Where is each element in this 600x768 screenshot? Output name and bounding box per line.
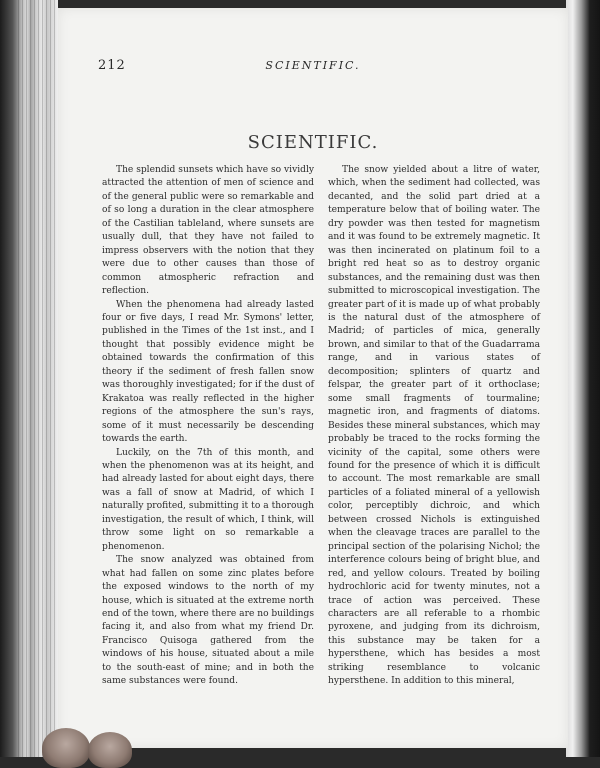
book-page <box>58 8 568 748</box>
finger-left <box>42 728 90 768</box>
finger-right <box>88 732 132 768</box>
paragraph: When the phenomena had already lasted four or five days, I read Mr. Symons' letter, published in the Times of the 1st inst., and I thought that possibly evidence might be obtained towards the confirmation of this theory if the sediment of fresh fallen snow was thoroughly investigated; for if the dust of Krakatoa was really reflected in the higher regions of the atmosphere the sun's rays, some of it must necessarily be descending towards the earth. <box>102 299 314 445</box>
right-column <box>328 164 540 689</box>
paragraph: The snow analyzed was obtained from what had fallen on some zinc plates before the exposed windows to the north of my house, which is situated at the extreme north end of the town, where there are no buildings facing it, and also from what my friend Dr. Francisco Quisoga gathered from the windows of his house, situated about a mile to the south-east of mine; and in both the same substances were found. <box>102 555 315 687</box>
paragraph: The splendid sunsets which have so vividly attracted the attention of men of science and of the general public were so remarkable and of so long a duration in the clear atmosphere of the Castilian tableland, where sunsets are usually dull, that they have not failed to impress observers with the notion that they were due to other causes than those of common atmospheric refraction and reflection. <box>102 165 314 297</box>
paragraph: The snow yielded about a litre of water, which, when the sediment had collected, was decanted, and the solid part dried at a temperature below that of boiling water. The dry powder was then tested for magnetism and it was found to be extremely magnetic. It was then incinerated on platinum foil to a bright red heat so as to destroy organic substances, and the remaining dust was then submitted to microscopical investigation. The greater part of it is made up of what probably is the natural dust of the atmosphere of Madrid; of particles of mica, generally brown, and similar to that of the Guadarrama range, and in various states of decomposition; splinters of quartz and felspar, the greater part of it orthoclase; some small fragments of tourmaline; magnetic iron, and fragments of diatoms. Besides these mineral substances, which may probably be traced to the rocks forming the vicinity of the capital, some others were found for the presence of which it is difficult to account. The most remarkable are small particles of a foliated mineral of a yellowish color, perceptibly dichroic, and which between crossed Nichols is extinguished when the cleavage traces are parallel to the principal section of the polarising Nichol; the interference colours being of bright blue, and red, and yellow colours. Treated by boiling hydrochloric acid for twenty minutes, not a trace of action was perceived. These characters are all referable to a rhombic pyroxene, and judging from its dichroism, this substance may be taken for a hypersthene, which has besides a most striking resemblance to volcanic hypersthene. In addition to this mineral, <box>328 165 540 687</box>
book-binding-left <box>0 0 58 757</box>
running-head: SCIENTIFIC. <box>265 59 361 72</box>
page-edges-left <box>18 0 58 757</box>
paragraph: Luckily, on the 7th of this month, and when the phenomenon was at its height, and had already lasted for about eight days, there was a fall of snow at Madrid, of which I naturally profited, submitting it to a thorough investigation, the result of which, I think, will throw some light on so remarkable a phenomenon. <box>102 447 314 552</box>
book-edge-right <box>566 0 600 757</box>
article-title: SCIENTIFIC. <box>247 132 379 154</box>
left-column <box>102 164 314 689</box>
page-number: 212 <box>98 58 126 73</box>
